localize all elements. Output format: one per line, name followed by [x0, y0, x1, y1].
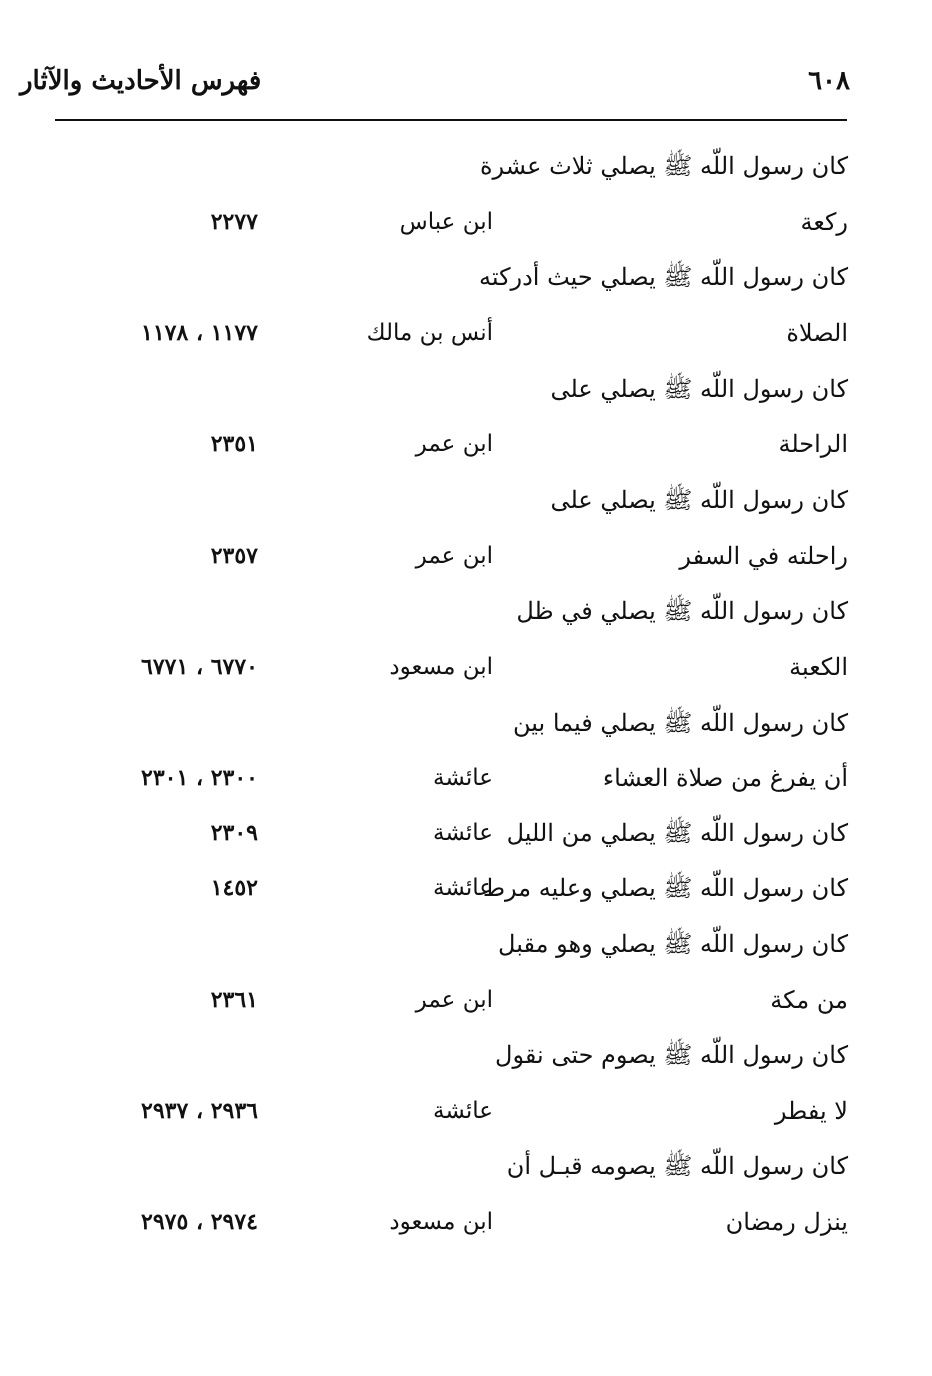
- hadith-text: الصلاة: [786, 319, 848, 347]
- index-line: [60, 1091, 848, 1131]
- index-line: [60, 758, 848, 798]
- narrator: عائشة: [433, 875, 493, 901]
- hadith-numbers: ٦٧٧٠ ، ٦٧٧١: [141, 654, 258, 680]
- narrator: ابن مسعود: [389, 1209, 493, 1235]
- index-line: [60, 536, 848, 576]
- hadith-text: ركعة: [800, 208, 848, 236]
- index-line: [60, 1202, 848, 1242]
- narrator: أنس بن مالك: [366, 320, 493, 346]
- hadith-numbers: ٢٣٦١: [210, 987, 258, 1013]
- hadith-text: أن يفرغ من صلاة العشاء: [602, 764, 848, 792]
- index-line: [60, 146, 848, 186]
- index-line: [60, 369, 848, 409]
- hadith-text: من مكة: [770, 986, 848, 1014]
- hadith-text: الراحلة: [778, 430, 848, 458]
- index-line: [60, 1146, 848, 1186]
- running-title: فهرس الأحاديث والآثار: [20, 66, 262, 96]
- index-line: [60, 202, 848, 242]
- hadith-text: راحلته في السفر: [679, 542, 848, 570]
- narrator: ابن عمر: [415, 431, 493, 457]
- header-rule: [55, 119, 847, 121]
- hadith-text: كان رسول اللّه ﷺ يصلي وعليه مرط: [482, 874, 848, 902]
- hadith-numbers: ٢٣٥١: [210, 431, 258, 457]
- index-line: [60, 591, 848, 631]
- hadith-text: كان رسول اللّه ﷺ يصلي في ظل: [516, 597, 848, 625]
- hadith-numbers: ١١٧٧ ، ١١٧٨: [141, 320, 258, 346]
- page-number: ٦٠٨: [808, 66, 850, 96]
- index-line: [60, 924, 848, 964]
- index-line: [60, 703, 848, 743]
- hadith-numbers: ٢٣٠٩: [210, 820, 258, 846]
- narrator: ابن عمر: [415, 987, 493, 1013]
- index-line: [60, 647, 848, 687]
- narrator: ابن عباس: [399, 209, 493, 235]
- hadith-numbers: ٢٣٠٠ ، ٢٣٠١: [141, 765, 258, 791]
- hadith-text: كان رسول اللّه ﷺ يصلي على: [550, 486, 848, 514]
- hadith-numbers: ٢٣٥٧: [210, 543, 258, 569]
- hadith-text: كان رسول اللّه ﷺ يصلي ثلاث عشرة: [479, 152, 848, 180]
- hadith-text: كان رسول اللّه ﷺ يصلي فيما بين: [513, 709, 848, 737]
- index-line: [60, 424, 848, 464]
- hadith-text: لا يفطر: [774, 1097, 848, 1125]
- hadith-text: كان رسول اللّه ﷺ يصلي على: [550, 375, 848, 403]
- narrator: عائشة: [433, 1098, 493, 1124]
- narrator: ابن عمر: [415, 543, 493, 569]
- index-line: [60, 980, 848, 1020]
- hadith-numbers: ٢٢٧٧: [210, 209, 258, 235]
- hadith-text: كان رسول اللّه ﷺ يصلي من الليل: [506, 819, 848, 847]
- hadith-text: الكعبة: [789, 653, 848, 681]
- index-line: [60, 480, 848, 520]
- index-line: [60, 813, 848, 853]
- narrator: عائشة: [433, 765, 493, 791]
- hadith-text: كان رسول اللّه ﷺ يصلي حيث أدركته: [478, 263, 848, 291]
- hadith-text: ينزل رمضان: [725, 1208, 848, 1236]
- narrator: عائشة: [433, 820, 493, 846]
- index-line: [60, 257, 848, 297]
- narrator: ابن مسعود: [389, 654, 493, 680]
- hadith-text: كان رسول اللّه ﷺ يصومه قبـل أن: [506, 1152, 848, 1180]
- hadith-text: كان رسول اللّه ﷺ يصلي وهو مقبل: [498, 930, 848, 958]
- hadith-text: كان رسول اللّه ﷺ يصوم حتى نقول: [495, 1041, 848, 1069]
- hadith-numbers: ١٤٥٢: [210, 875, 258, 901]
- index-line: [60, 868, 848, 908]
- index-line: [60, 1035, 848, 1075]
- hadith-numbers: ٢٩٣٦ ، ٢٩٣٧: [141, 1098, 258, 1124]
- hadith-numbers: ٢٩٧٤ ، ٢٩٧٥: [141, 1209, 258, 1235]
- index-line: [60, 313, 848, 353]
